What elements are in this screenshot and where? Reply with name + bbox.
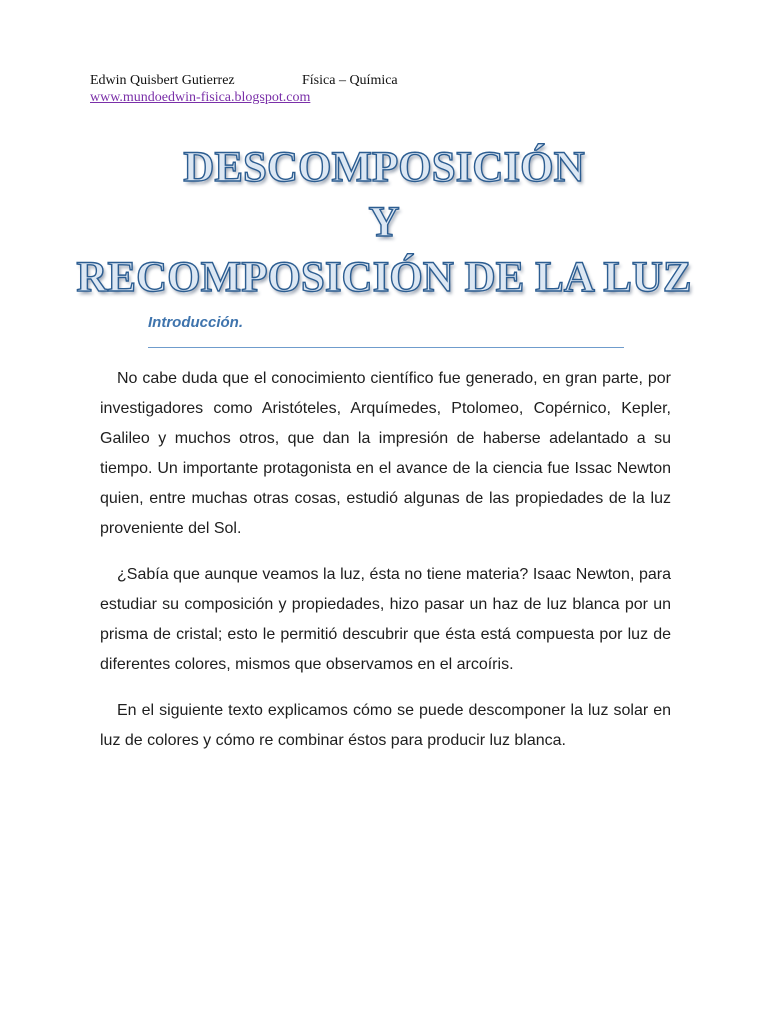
website-link[interactable]: www.mundoedwin-fisica.blogspot.com (90, 90, 311, 105)
paragraph-3: En el siguiente texto explicamos cómo se puede descomponer la luz solar en luz de colores y cómo re combinar éstos para producir luz blanca. (100, 702, 671, 749)
section-heading: Introducción. (148, 314, 624, 348)
page-header (90, 72, 398, 106)
body-text (100, 364, 671, 772)
title-line-3: RECOMPOSICIÓN DE LA LUZ (76, 254, 692, 301)
subject-label: Física – Química (302, 73, 398, 88)
document-title (0, 140, 768, 305)
title-line-2: Y (368, 199, 400, 246)
author-name: Edwin Quisbert Gutierrez (90, 73, 235, 88)
paragraph-2: ¿Sabía que aunque veamos la luz, ésta no tiene materia? Isaac Newton, para estudiar su composición y propiedades, hizo pasar un haz de luz blanca por un prisma de cristal; esto le permitió descubrir que ésta está compuesta por luz de diferentes colores, mismos que observamos en el arcoíris. (100, 566, 671, 673)
title-line-1: DESCOMPOSICIÓN (183, 144, 585, 191)
header-meta (90, 72, 398, 89)
paragraph-1: No cabe duda que el conocimiento científico fue generado, en gran parte, por investigadores como Aristóteles, Arquímedes, Ptolomeo, Copérnico, Kepler, Galileo y muchos otros, que dan la impresión de haberse adelantado a su tiempo. Un importante protagonista en el avance de la ciencia fue Issac Newton quien, entre muchas otras cosas, estudió algunas de las propiedades de la luz proveniente del Sol. (100, 370, 671, 537)
